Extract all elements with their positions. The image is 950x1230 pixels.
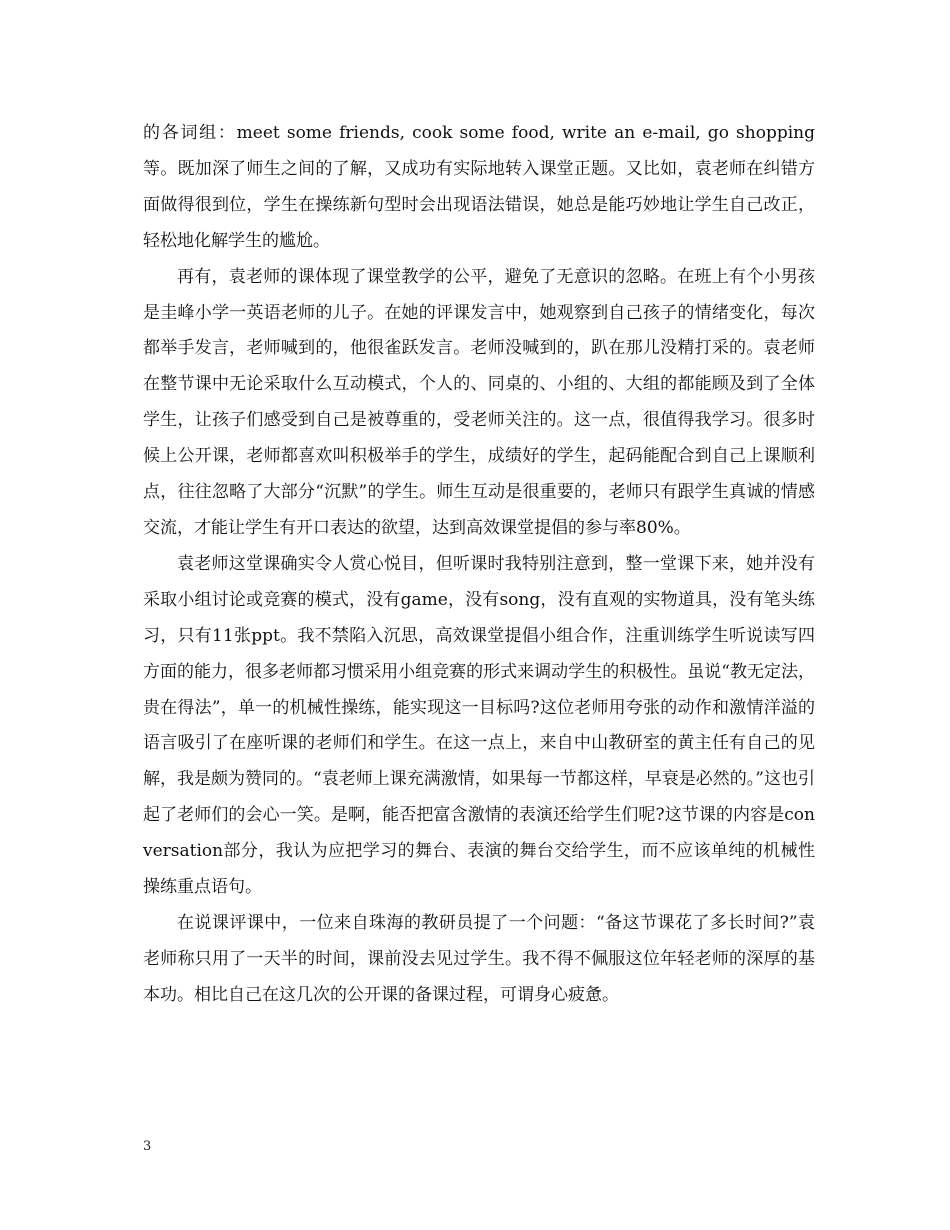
paragraph-reflection: 袁老师这堂课确实令人赏心悦目，但听课时我特别注意到，整一堂课下来，她并没有采取小组讨论或竞赛的模式，没有game，没有song，没有直观的实物道具，没有笔头练习，只有11张ppt。我不禁陷入沉思，高效课堂提倡小组合作，注重训练学生听说读写四方面的能力，很多老师都习惯采用小组竞赛的形式来调动学生的积极性。虽说“教无定法，贵在得法”，单一的机械性操练，能实现这一目标吗?这位老师用夸张的动作和激情洋溢的语言吸引了在座听课的老师们和学生。在这一点上，来自中山教研室的黄主任有自己的见解，我是颇为赞同的。“袁老师上课充满激情，如果每一节都这样，早衰是必然的。”这也引起了老师们的会心一笑。是啊，能否把富含激情的表演还给学生们呢?这节课的内容是conversation部分，我认为应把学习的舞台、表演的舞台交给学生，而不应该单纯的机械性操练重点语句。 (143, 553, 815, 898)
paragraph-fairness: 再有，袁老师的课体现了课堂教学的公平，避免了无意识的忽略。在班上有个小男孩是圭峰小学一英语老师的儿子。在她的评课发言中，她观察到自己孩子的情绪变化，每次都举手发言，老师喊到的，他很雀跃发言。老师没喊到的，趴在那儿没精打采的。袁老师在整节课中无论采取什么互动模式，个人的、同桌的、小组的、大组的都能顾及到了全体学生，让孩子们感受到自己是被尊重的，受老师关注的。这一点，很值得我学习。很多时候上公开课，老师都喜欢叫积极举手的学生，成绩好的学生，起码能配合到自己上课顺利点，往往忽略了大部分“沉默”的学生。师生互动是很重要的，老师只有跟学生真诚的情感交流，才能让学生有开口表达的欲望，达到高效课堂提倡的参与率80%。 (143, 266, 815, 538)
paragraph-lesson-prep: 在说课评课中，一位来自珠海的教研员提了一个问题：“备这节课花了多长时间?”袁老师称只用了一天半的时间，课前没去见过学生。我不得不佩服这位年轻老师的深厚的基本功。相比自己在这几次的公开课的备课过程，可谓身心疲惫。 (143, 912, 815, 1005)
page-number: 3 (143, 1139, 152, 1154)
paragraph-continuation: 的各词组：meet some friends, cook some food, write an e-mail, go shopping等。既加深了师生之间的了解，又成功有实际地转入课堂正题。又比如，袁老师在纠错方面做得很到位，学生在操练新句型时会出现语法错误，她总是能巧妙地让学生自己改正，轻松地化解学生的尴尬。 (143, 123, 815, 251)
body-text (143, 116, 815, 1014)
